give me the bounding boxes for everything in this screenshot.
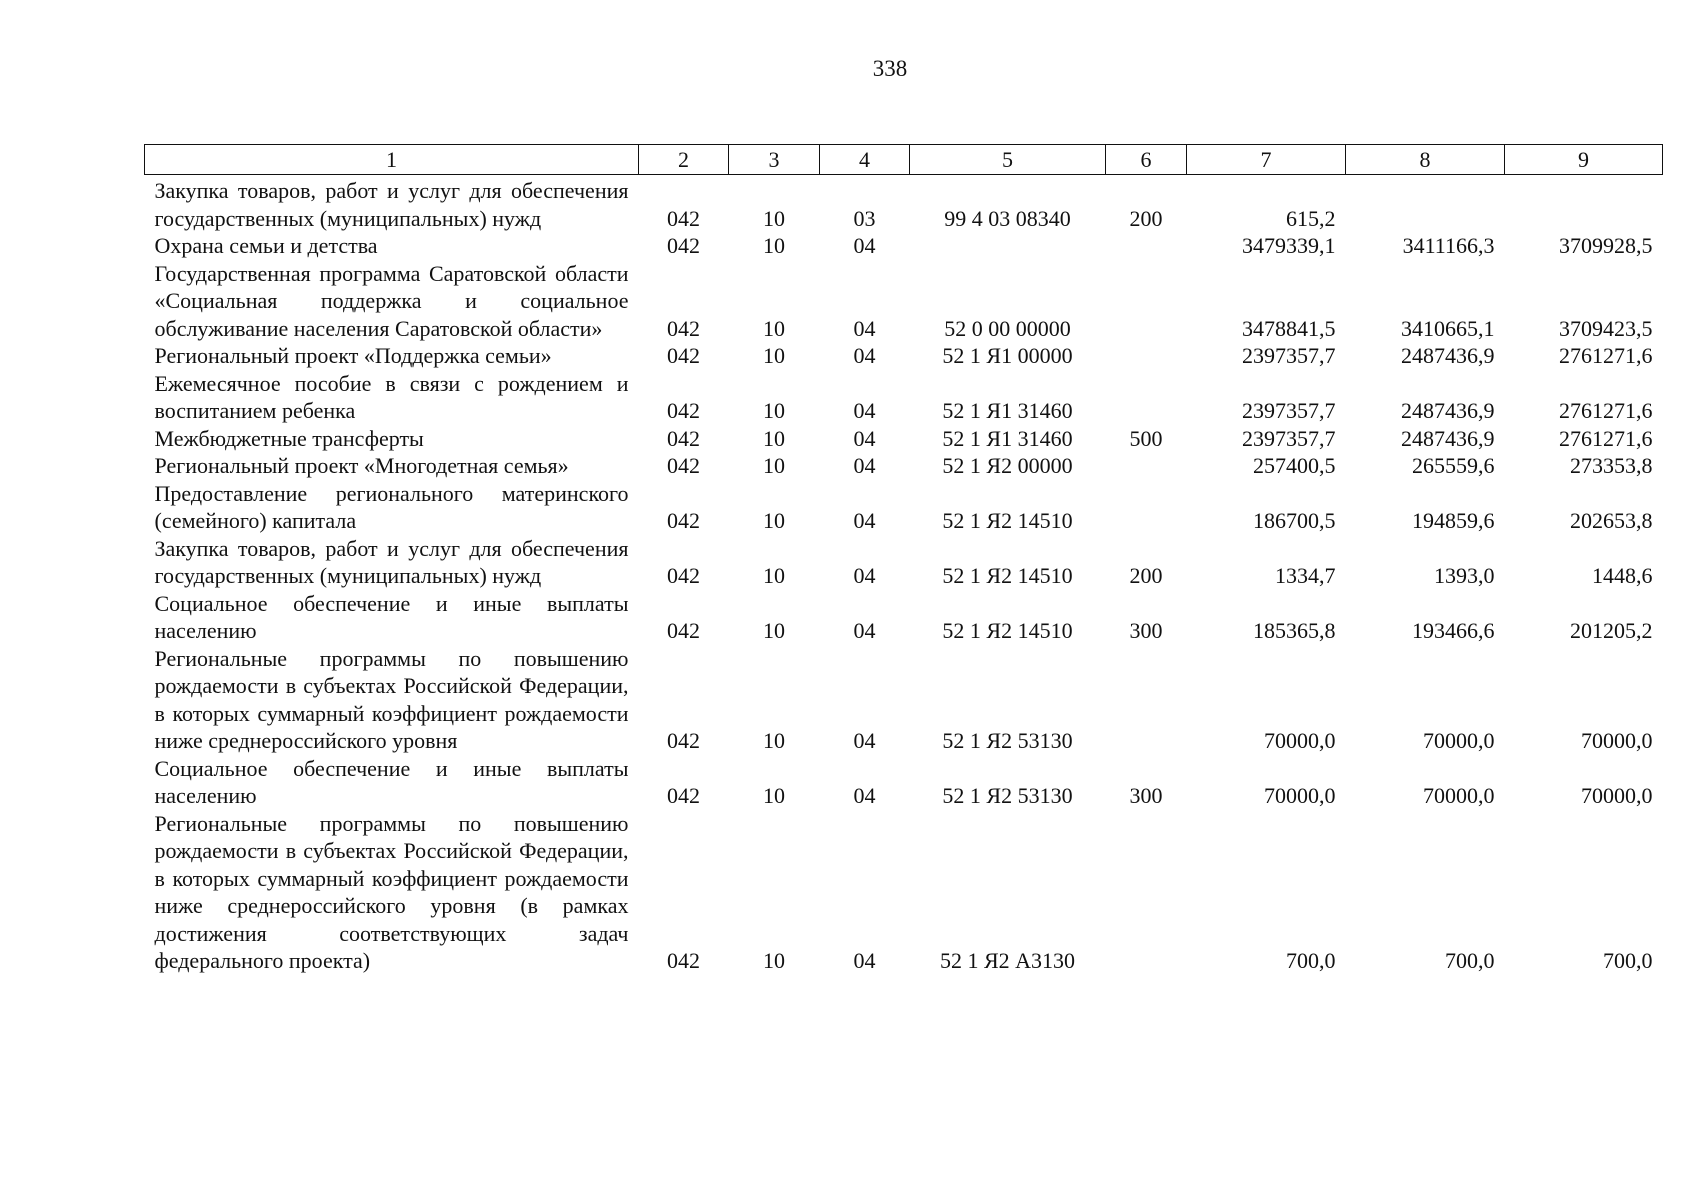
amount-year-1-cell: 1334,7 xyxy=(1275,563,1336,588)
expense-type-code-cell xyxy=(1106,232,1187,260)
amount-year-2-cell: 2487436,9 xyxy=(1401,398,1495,423)
page-number: 338 xyxy=(872,56,908,81)
ministry-code-cell: 042 xyxy=(667,618,700,643)
item-name-text: Региональные программы по повышению рождаемости в субъектах Российской Федерации, в которых суммарный коэффициент рождаемости ниже среднероссийского уровня (в рамках достижения соответствующих задач федерального проекта) xyxy=(154,810,629,973)
item-name-cell xyxy=(145,425,639,453)
subsection-code-cell: 04 xyxy=(853,315,876,341)
table-row xyxy=(145,535,1663,590)
table-row xyxy=(145,425,1663,453)
table-row xyxy=(145,755,1663,810)
table-row xyxy=(145,810,1663,975)
amount-year-2-cell: 3411166,3 xyxy=(1402,233,1495,258)
section-code-cell: 10 xyxy=(763,315,785,341)
item-name-text: Охрана семьи и детства xyxy=(154,233,378,258)
item-name-cell xyxy=(145,535,639,590)
ministry-code-cell: 042 xyxy=(667,728,700,753)
amount-year-3-cell: 2761271,6 xyxy=(1559,425,1653,451)
header-cell-7: 7 xyxy=(1187,145,1346,175)
item-name-cell xyxy=(145,810,639,975)
expense-type-code-cell: 300 xyxy=(1129,783,1163,808)
expense-type-code-cell xyxy=(1106,645,1187,755)
item-name-cell xyxy=(145,260,639,343)
target-article-code-cell xyxy=(910,232,1106,260)
amount-year-2-cell: 3410665,1 xyxy=(1401,315,1495,341)
section-code-cell: 10 xyxy=(763,618,785,643)
subsection-code-cell: 03 xyxy=(853,205,876,231)
header-cell-1: 1 xyxy=(145,145,639,175)
amount-year-2-cell xyxy=(1346,175,1505,233)
section-code-cell: 10 xyxy=(763,453,785,478)
budget-table xyxy=(144,144,1663,975)
amount-year-3-cell: 3709928,5 xyxy=(1559,233,1653,258)
amount-year-3-cell: 3709423,5 xyxy=(1559,315,1653,341)
header-cell-3: 3 xyxy=(729,145,820,175)
amount-year-2-cell: 2487436,9 xyxy=(1401,343,1495,368)
amount-year-1-cell: 185365,8 xyxy=(1253,618,1336,643)
amount-year-1-cell: 2397357,7 xyxy=(1242,425,1336,451)
header-cell-6: 6 xyxy=(1106,145,1187,175)
table-row xyxy=(145,480,1663,535)
table-row xyxy=(145,590,1663,645)
subsection-code-cell: 04 xyxy=(853,618,876,643)
section-code-cell: 10 xyxy=(763,398,785,423)
target-article-code-cell: 52 1 Я1 31460 xyxy=(942,398,1073,423)
subsection-code-cell: 04 xyxy=(853,948,876,973)
ministry-code-cell: 042 xyxy=(667,233,700,258)
item-name-text: Закупка товаров, работ и услуг для обеспечения государственных (муниципальных) нужд xyxy=(154,535,629,588)
section-code-cell: 10 xyxy=(763,783,785,808)
target-article-code-cell: 52 1 Я2 00000 xyxy=(942,453,1073,478)
subsection-code-cell: 04 xyxy=(853,728,876,753)
ministry-code-cell: 042 xyxy=(667,425,700,451)
target-article-code-cell: 52 1 Я2 53130 xyxy=(942,728,1073,753)
amount-year-2-cell: 70000,0 xyxy=(1423,783,1495,808)
subsection-code-cell: 04 xyxy=(853,453,876,478)
amount-year-3-cell: 2761271,6 xyxy=(1559,343,1653,368)
amount-year-3-cell: 70000,0 xyxy=(1581,728,1653,753)
subsection-code-cell: 04 xyxy=(853,343,876,368)
section-code-cell: 10 xyxy=(763,233,785,258)
amount-year-2-cell: 70000,0 xyxy=(1423,728,1495,753)
item-name-text: Закупка товаров, работ и услуг для обеспечения государственных (муниципальных) нужд xyxy=(154,178,629,231)
table-row xyxy=(145,342,1663,370)
amount-year-3-cell: 2761271,6 xyxy=(1559,398,1653,423)
amount-year-1-cell: 257400,5 xyxy=(1253,453,1336,478)
item-name-text: Ежемесячное пособие в связи с рождением и воспитанием ребенка xyxy=(154,370,629,423)
item-name-text: Государственная программа Саратовской области «Социальная поддержка и социальное обслуживание населения Саратовской области» xyxy=(154,260,629,341)
expense-type-code-cell xyxy=(1106,260,1187,343)
ministry-code-cell: 042 xyxy=(667,453,700,478)
ministry-code-cell: 042 xyxy=(667,315,700,341)
expense-type-code-cell xyxy=(1106,342,1187,370)
subsection-code-cell: 04 xyxy=(853,783,876,808)
amount-year-1-cell: 186700,5 xyxy=(1253,508,1336,533)
target-article-code-cell: 52 0 00 00000 xyxy=(944,315,1071,341)
section-code-cell: 10 xyxy=(763,425,785,451)
amount-year-2-cell: 194859,6 xyxy=(1412,508,1495,533)
amount-year-3-cell: 201205,2 xyxy=(1570,618,1653,643)
table-row xyxy=(145,452,1663,480)
amount-year-3-cell: 1448,6 xyxy=(1592,563,1653,588)
item-name-text: Региональные программы по повышению рождаемости в субъектах Российской Федерации, в которых суммарный коэффициент рождаемости ниже среднероссийского уровня xyxy=(154,645,629,753)
table-row xyxy=(145,175,1663,233)
expense-type-code-cell: 300 xyxy=(1129,618,1163,643)
target-article-code-cell: 52 1 Я2 14510 xyxy=(942,563,1073,588)
header-cell-4: 4 xyxy=(820,145,910,175)
expense-type-code-cell: 200 xyxy=(1129,205,1163,231)
subsection-code-cell: 04 xyxy=(853,398,876,423)
amount-year-2-cell: 193466,6 xyxy=(1412,618,1495,643)
amount-year-3-cell: 700,0 xyxy=(1603,948,1653,973)
expense-type-code-cell: 500 xyxy=(1129,425,1163,451)
table-row xyxy=(145,370,1663,425)
amount-year-1-cell: 3479339,1 xyxy=(1242,233,1336,258)
ministry-code-cell: 042 xyxy=(667,508,700,533)
item-name-cell xyxy=(145,480,639,535)
target-article-code-cell: 52 1 Я2 14510 xyxy=(942,618,1073,643)
header-cell-8: 8 xyxy=(1346,145,1505,175)
subsection-code-cell: 04 xyxy=(853,508,876,533)
amount-year-2-cell: 2487436,9 xyxy=(1401,425,1495,451)
item-name-cell xyxy=(145,452,639,480)
expense-type-code-cell xyxy=(1106,452,1187,480)
subsection-code-cell: 04 xyxy=(853,563,876,588)
target-article-code-cell: 52 1 Я1 31460 xyxy=(942,425,1073,451)
amount-year-3-cell: 70000,0 xyxy=(1581,783,1653,808)
amount-year-1-cell: 2397357,7 xyxy=(1242,343,1336,368)
ministry-code-cell: 042 xyxy=(667,205,700,231)
amount-year-2-cell: 1393,0 xyxy=(1434,563,1495,588)
amount-year-1-cell: 3478841,5 xyxy=(1242,315,1336,341)
ministry-code-cell: 042 xyxy=(667,563,700,588)
table-row xyxy=(145,232,1663,260)
amount-year-3-cell: 202653,8 xyxy=(1570,508,1653,533)
item-name-text: Межбюджетные трансферты xyxy=(154,425,424,451)
subsection-code-cell: 04 xyxy=(853,233,876,258)
amount-year-1-cell: 700,0 xyxy=(1286,948,1336,973)
item-name-cell xyxy=(145,232,639,260)
amount-year-1-cell: 70000,0 xyxy=(1264,728,1336,753)
header-cell-2: 2 xyxy=(639,145,729,175)
item-name-text: Предоставление регионального материнского (семейного) капитала xyxy=(154,480,629,533)
ministry-code-cell: 042 xyxy=(667,343,700,368)
amount-year-3-cell xyxy=(1505,175,1663,233)
section-code-cell: 10 xyxy=(763,508,785,533)
amount-year-2-cell: 265559,6 xyxy=(1412,453,1495,478)
subsection-code-cell: 04 xyxy=(853,425,876,451)
header-cell-9: 9 xyxy=(1505,145,1663,175)
ministry-code-cell: 042 xyxy=(667,948,700,973)
header-row xyxy=(145,145,1663,175)
section-code-cell: 10 xyxy=(763,563,785,588)
table-header xyxy=(145,145,1663,175)
header-cell-5: 5 xyxy=(910,145,1106,175)
section-code-cell: 10 xyxy=(763,948,785,973)
target-article-code-cell: 99 4 03 08340 xyxy=(944,205,1071,231)
amount-year-3-cell: 273353,8 xyxy=(1570,453,1653,478)
item-name-text: Социальное обеспечение и иные выплаты населению xyxy=(154,590,629,643)
target-article-code-cell: 52 1 Я1 00000 xyxy=(942,343,1073,368)
expense-type-code-cell xyxy=(1106,370,1187,425)
expense-type-code-cell: 200 xyxy=(1129,563,1163,588)
table-row xyxy=(145,260,1663,343)
table-body xyxy=(145,175,1663,975)
amount-year-1-cell: 2397357,7 xyxy=(1242,398,1336,423)
ministry-code-cell: 042 xyxy=(667,398,700,423)
item-name-cell xyxy=(145,342,639,370)
amount-year-2-cell: 700,0 xyxy=(1445,948,1495,973)
item-name-cell xyxy=(145,370,639,425)
target-article-code-cell: 52 1 Я2 14510 xyxy=(942,508,1073,533)
item-name-text: Региональный проект «Поддержка семьи» xyxy=(154,343,552,368)
item-name-text: Социальное обеспечение и иные выплаты населению xyxy=(154,755,629,808)
ministry-code-cell: 042 xyxy=(667,783,700,808)
section-code-cell: 10 xyxy=(763,205,785,231)
item-name-cell xyxy=(145,755,639,810)
item-name-text: Региональный проект «Многодетная семья» xyxy=(154,453,569,478)
expense-type-code-cell xyxy=(1106,810,1187,975)
amount-year-1-cell: 615,2 xyxy=(1286,205,1336,231)
amount-year-1-cell: 70000,0 xyxy=(1264,783,1336,808)
section-code-cell: 10 xyxy=(763,728,785,753)
item-name-cell xyxy=(145,645,639,755)
section-code-cell: 10 xyxy=(763,343,785,368)
table-row xyxy=(145,645,1663,755)
target-article-code-cell: 52 1 Я2 53130 xyxy=(942,783,1073,808)
item-name-cell xyxy=(145,590,639,645)
target-article-code-cell: 52 1 Я2 А3130 xyxy=(939,948,1076,973)
expense-type-code-cell xyxy=(1106,480,1187,535)
item-name-cell xyxy=(145,175,639,233)
